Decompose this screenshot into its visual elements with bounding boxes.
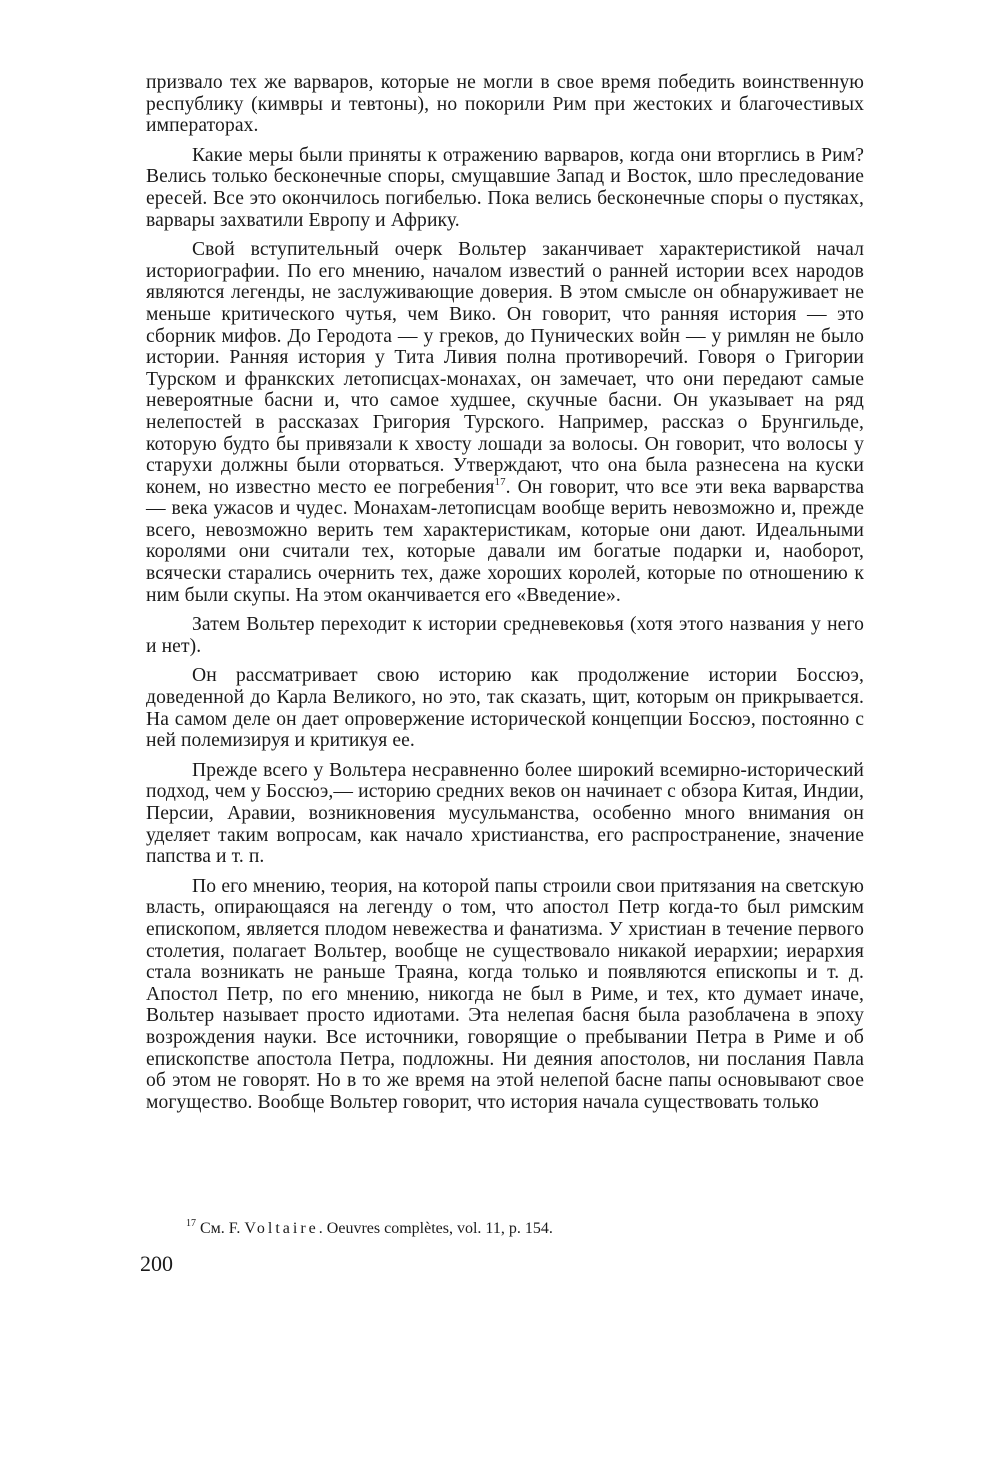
footnote-number: 17 <box>186 1218 196 1229</box>
page-number: 200 <box>140 1251 173 1276</box>
footnote-prefix: См. F. <box>200 1220 245 1237</box>
page-body <box>146 72 864 1113</box>
paragraph-1: призвало тех же варваров, которые не могли в свое время победить воинственную республику (кимвры и тевтоны), но покорили Рим при жестоких и благочестивых императорах. <box>146 72 864 137</box>
paragraph-7: По его мнению, теория, на которой папы строили свои притязания на светскую власть, опирающаяся на легенду о том, что апостол Петр когда-то был римским епископом, является плодом невежества и фанатизма. У христиан в течение первого столетия, полагает Вольтер, вообще не существовало никакой иерархии; иерархия стала возникать не раньше Траяна, когда только и появляются епископы и т. д. Апостол Петр, по его мнению, никогда не был в Риме, и тех, кто думает иначе, Вольтер называет просто идиотами. Эта нелепая басня была разоблачена в эпоху возрождения науки. Все источники, говорящие о пребывании Петра в Риме и об епископстве апостола Петра, подложны. Ни деяния апостолов, ни послания Павла об этом не говорят. Но в то же время на этой нелепой басне папы основывают свое могущество. Вообще Вольтер говорит, что история начала существовать только <box>146 875 864 1113</box>
paragraph-5: Он рассматривает свою историю как продолжение истории Боссюэ, доведенной до Карла Великого, но это, так сказать, щит, которым он прикрывается. На самом деле он дает опровержение исторической концепции Боссюэ, постоянно с ней полемизируя и критикуя ее. <box>146 665 864 752</box>
paragraph-2: Какие меры были приняты к отражению варваров, когда они вторглись в Рим? Велись только бесконечные споры, смущавшие Запад и Восток, шло преследование ересей. Все это окончилось погибелью. Пока велись бесконечные споры о пустяках, варвары захватили Европу и Африку. <box>146 144 864 231</box>
paragraph-3-text-a: Свой вступительный очерк Вольтер заканчивает характеристикой начал историографии. По его мнению, началом известий о ранней истории всех народов являются легенды, не заслуживающие доверия. В этом смысле он обнаруживает не меньше критического чутья, чем Вико. Он говорит, что ранняя история — это сборник мифов. До Геродота — у греков, до Пунических войн — у римлян не было истории. Ранняя история у Тита Ливия полна противоречий. Говоря о Григории Турском и франкских летописцах-монахах, он замечает, что они передают самые невероятные басни и, что самое худшее, скучные басни. Он указывает на ряд нелепостей в рассказах Григория Турского. Например, рассказ о Брунгильде, которую будто бы привязали к хвосту лошади за волосы. Он говорит, что волосы у старухи должны были оторваться. Утверждают, что она была разнесена на куски конем, но известно место ее погребения <box>146 239 864 498</box>
footnote-author: Voltaire <box>244 1220 319 1237</box>
footnote <box>186 1214 553 1239</box>
footnote-reference[interactable]: 17 <box>494 475 506 488</box>
paragraph-3 <box>146 239 864 606</box>
footnote-citation: . Oeuvres complètes, vol. 11, p. 154. <box>318 1220 553 1237</box>
paragraph-3-text-b: . Он говорит, что все эти века варварства — века ужасов и чудес. Монахам-летописцам вообще верить невозможно и, прежде всего, невозможно верить тем характеристикам, которые они дают. Идеальными королями они считали тех, которые давали им богатые подарки и, наоборот, всячески старались очернить тех, даже хороших королей, которые по отношению к ним были скупы. На этом оканчивается его «Введение». <box>146 476 865 606</box>
paragraph-4: Затем Вольтер переходит к истории средневековья (хотя этого названия у него и нет). <box>146 614 864 657</box>
paragraph-6: Прежде всего у Вольтера несравненно более широкий всемирно-исторический подход, чем у Боссюэ,— историю средних веков он начинает с обзора Китая, Индии, Персии, Аравии, возникновения мусульманства, особенно много внимания он уделяет таким вопросам, как начало христианства, его распространение, значение папства и т. п. <box>146 759 864 868</box>
